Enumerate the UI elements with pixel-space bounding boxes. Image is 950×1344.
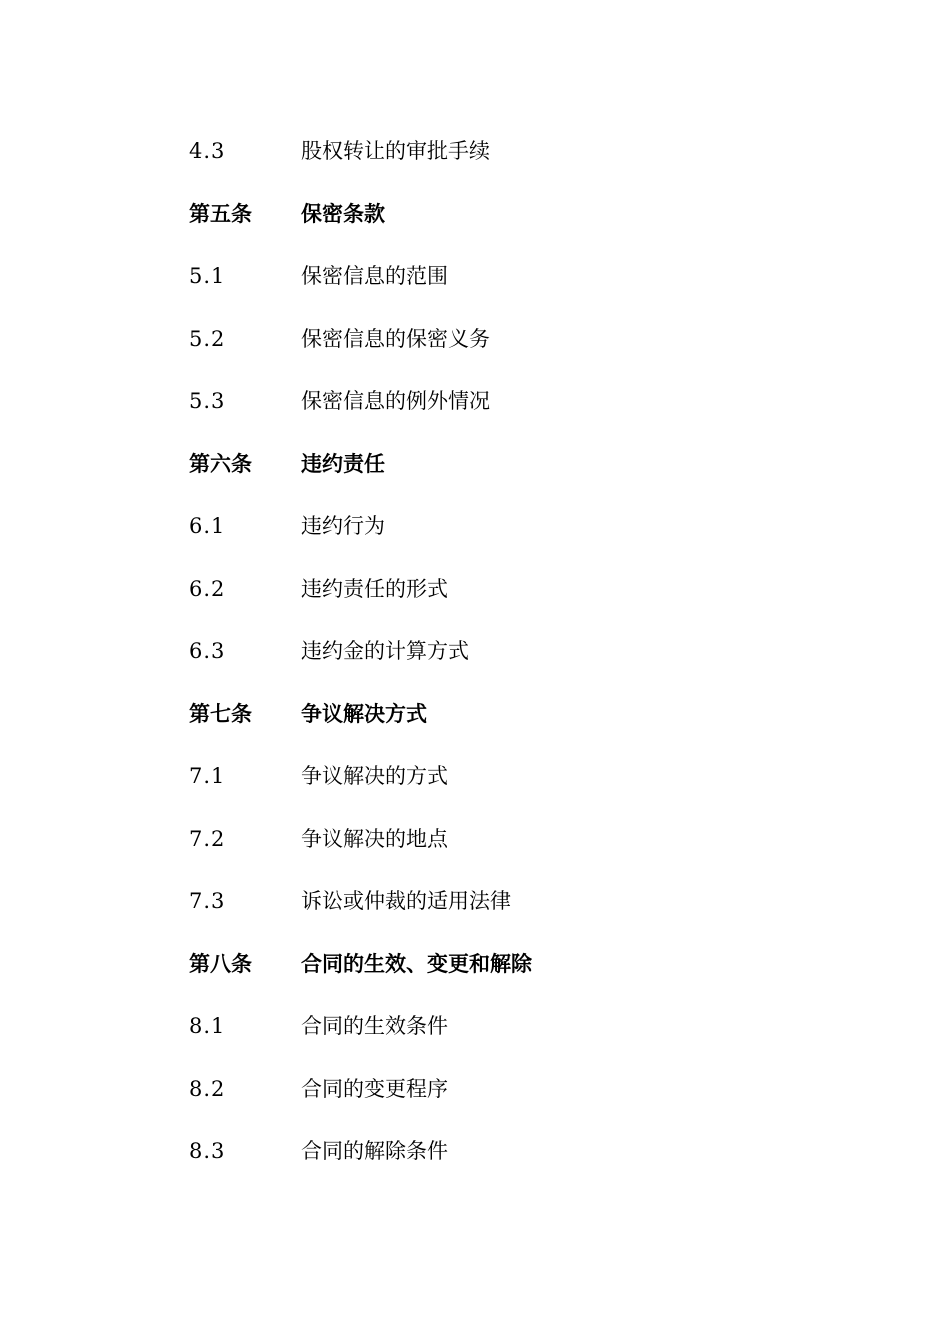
clause-title: 争议解决的方式 xyxy=(301,764,448,788)
clause-number: 7.1 xyxy=(189,764,226,788)
clause-item xyxy=(189,506,809,569)
clause-number: 8.3 xyxy=(189,1139,226,1163)
clause-number: 7.3 xyxy=(189,889,226,913)
clause-title: 违约责任的形式 xyxy=(301,576,448,601)
clause-item xyxy=(189,1069,809,1132)
article-number: 第八条 xyxy=(189,951,252,976)
clause-number: 8.1 xyxy=(189,1014,226,1038)
clause-title: 保密信息的例外情况 xyxy=(301,389,490,413)
clause-number: 6.2 xyxy=(189,576,226,601)
clause-number: 6.3 xyxy=(189,639,226,663)
clause-title: 保密信息的范围 xyxy=(301,264,448,288)
article-title: 违约责任 xyxy=(301,451,385,476)
clause-title: 违约行为 xyxy=(301,514,385,538)
clause-number: 5.3 xyxy=(189,389,226,413)
clause-item xyxy=(189,631,809,694)
clause-title: 合同的变更程序 xyxy=(301,1076,448,1101)
clause-title: 合同的生效条件 xyxy=(301,1014,448,1038)
clause-item xyxy=(189,319,809,382)
clause-title: 违约金的计算方式 xyxy=(301,639,469,663)
clause-item xyxy=(189,381,809,444)
clause-number: 6.1 xyxy=(189,514,226,538)
article-heading xyxy=(189,444,809,507)
clause-number: 5.1 xyxy=(189,264,226,288)
clause-item xyxy=(189,756,809,819)
article-heading xyxy=(189,694,809,757)
clause-item xyxy=(189,819,809,882)
article-heading xyxy=(189,944,809,1007)
article-number: 第六条 xyxy=(189,451,252,476)
clause-item xyxy=(189,131,809,194)
clause-number: 4.3 xyxy=(189,139,226,163)
clause-item xyxy=(189,881,809,944)
clause-number: 8.2 xyxy=(189,1076,226,1101)
article-title: 争议解决方式 xyxy=(301,701,427,726)
article-heading xyxy=(189,194,809,257)
clause-title: 股权转让的审批手续 xyxy=(301,139,490,163)
article-title: 合同的生效、变更和解除 xyxy=(301,951,532,976)
clause-title: 争议解决的地点 xyxy=(301,826,448,851)
clause-item xyxy=(189,256,809,319)
article-title: 保密条款 xyxy=(301,201,385,226)
article-number: 第七条 xyxy=(189,701,252,726)
clause-number: 7.2 xyxy=(189,826,226,851)
clause-item xyxy=(189,569,809,632)
contract-outline xyxy=(189,131,809,1194)
clause-item xyxy=(189,1131,809,1194)
clause-item xyxy=(189,1006,809,1069)
article-number: 第五条 xyxy=(189,201,252,226)
clause-title: 保密信息的保密义务 xyxy=(301,326,490,351)
clause-title: 诉讼或仲裁的适用法律 xyxy=(301,889,511,913)
clause-number: 5.2 xyxy=(189,326,226,351)
clause-title: 合同的解除条件 xyxy=(301,1139,448,1163)
